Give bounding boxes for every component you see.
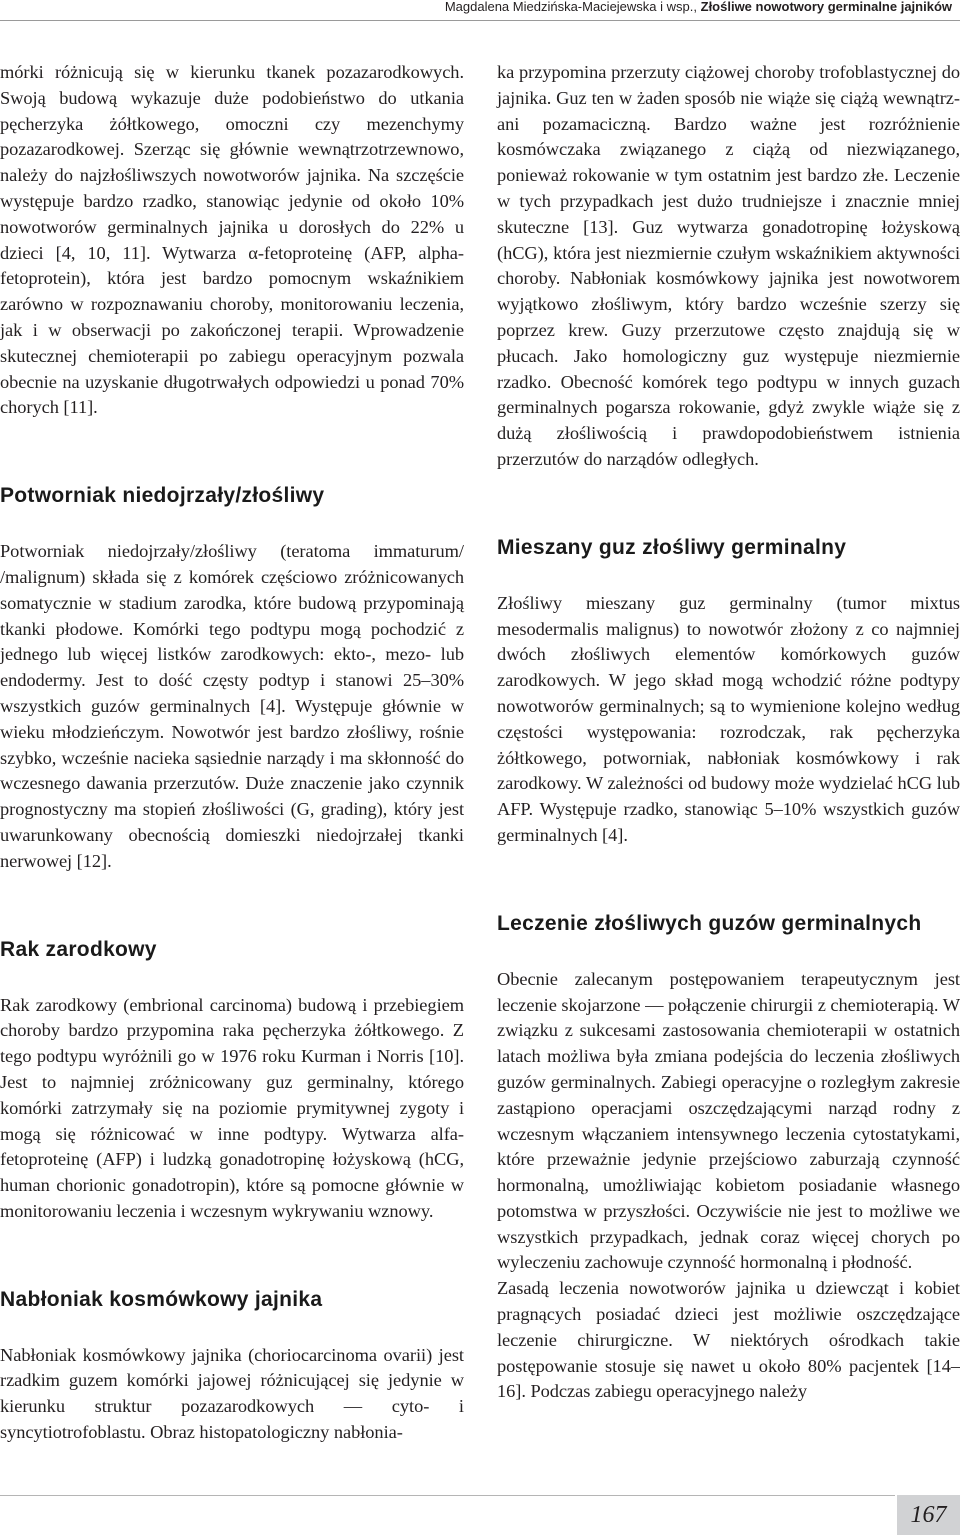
paragraph-embryonal-carcinoma: Rak zarodkowy (embrional carcinoma) budową i przebiegiem choroby bardzo przypomina raka pęcherzyka żółtkowego. Z tego podtypu wyróżnili go w 1976 roku Kurman i Norris [10]. Jest to najmniej zróżnicowany guz germinalny, którego komórki zatrzymały się na poziomie prymitywnej zygoty i mogą się różnicować w inne podtypy. Wytwarza alfa-fetoproteinę (AFP) i ludzką gonadotropinę łożyskową (hCG, human chorionic gonadotropin), które są pomocne głównie w monitorowaniu leczenia i wczesnym wykrywaniu wznowy. bbox=[0, 994, 464, 1221]
page-number-box bbox=[897, 1495, 960, 1535]
header-rule bbox=[0, 20, 960, 21]
page-number: 167 bbox=[910, 1502, 947, 1528]
right-column bbox=[497, 60, 960, 1405]
running-head-title: Złośliwe nowotwory germinalne jajników bbox=[700, 0, 952, 14]
heading-immature-teratoma: Potworniak niedojrzały/złośliwy bbox=[0, 484, 325, 508]
paragraph-mixed-germ-cell-tumor: Złośliwy mieszany guz germinalny (tumor mixtus mesodermalis malignus) to nowotwór złożony z co najmniej dwóch złośliwych elementów komórkowych guzów zarodkowych. W jego skład mogą wchodzić różne podtypy nowotworów germinalnych; są to wymienione kolejno według częstości występowania: rozrodczak, rak pęcherzyka żółtkowego, potworniak, nabłoniak kosmówkowy i rak zarodkowy. W zależności od budowy może wydzielać hCG lub AFP. Występuje rzadko, stanowiąc 5–10% wszystkich guzów germinalnych [4]. bbox=[497, 592, 960, 845]
left-column bbox=[0, 60, 464, 1446]
paragraph-immature-teratoma: Potworniak niedojrzały/złośliwy (teratoma immaturum/ /malignum) składa się z komórek częściowo zróżnicowanych somatycznie w stadium zarodka, które budową przypominają tkanki płodowe. Komórki tego podtypu mogą pochodzić z jednego lub więcej listków zarodkowych: ekto-, mezo- lub endodermy. Jest to dość częsty podtyp i stanowi 25–30% wszystkich guzów germinalnych [4]. Występuje głównie w wieku młodzieńczym. Nowotwór jest bardzo złośliwy, rośnie szybko, wcześnie nacieka sąsiednie narządy i ma skłonność do wczesnego dawania przerzutów. Duże znaczenie jako czynnik prognostyczny ma stopień złośliwości (G, grading), który jest uwarunkowany obecnością domieszki niedojrzałej tkanki nerwowej [12]. bbox=[0, 541, 464, 871]
running-head bbox=[445, 0, 952, 20]
paragraph-treatment-1: Obecnie zalecanym postępowaniem terapeutycznym jest leczenie skojarzone — połączenie chirurgii z chemioterapią. W związku z sukcesami zastosowania chemioterapii w ostatnich latach możliwa była zmiana podejścia do leczenia złośliwych guzów germinalnych. Zabiegi operacyjne o rozległym zakresie zastąpiono operacjami oszczędzającymi narząd rodny z wczesnym włączaniem intensywnego leczenia cytostatykami, które przeważnie jedynie przejściowo zaburzają czynność hormonalną, umożliwiając kobietom posiadanie własnego potomstwa w przyszłości. Oczywiście nie jest to możliwe we wszystkich przypadkach, jednak coraz więcej chorych po wyleczeniu zachowuje czynność hormonalną i płodność. bbox=[497, 968, 960, 1273]
heading-choriocarcinoma: Nabłoniak kosmówkowy jajnika bbox=[0, 1287, 323, 1311]
paragraph-yolk-sac-tumor: mórki różnicują się w kierunku tkanek pozazarodkowych. Swoją budową wykazuje duże podobieństwo do utkania pęcherzyka żółtkowego, omoczni czy mezenchymy pozazarodkowej. Szerząc się głównie wewnątrzotrzewnowo, należy do najzłośliwszych nowotworów jajnika. Na szczęście występuje bardzo rzadko, stanowiąc jedynie od około 10% nowotworów germinalnych jajnika u dorosłych do 22% u dzieci [4, 10, 11]. Wytwarza α-fetoproteinę (AFP, alpha-fetoprotein), która jest bardzo pomocnym wskaźnikiem zarówno w rozpoznawaniu choroby, monitorowaniu leczenia, jak i w obserwacji po zakończonej terapii. Wprowadzenie skutecznej chemioterapii po zabiegu operacyjnym pozwala obecnie na uzyskanie długotrwałych odpowiedzi u ponad 70% chorych [11]. bbox=[0, 62, 464, 418]
paragraph-choriocarcinoma-cont: ka przypomina przerzuty ciążowej choroby trofoblastycznej do jajnika. Guz ten w żaden sposób nie wiąże się ciążą wewnątrz- ani pozamaciczną. Bardzo ważne jest rozróżnienie kosmówczaka związanego z ciążą od niezwiązanego, ponieważ rokowanie w tym ostatnim jest bardzo złe. Leczenie w tych przypadkach jest dużo trudniejsze i znacznie mniej skuteczne [13]. Guz wytwarza gonadotropinę łożyskową (hCG), która jest niezmiernie czułym wskaźnikiem aktywności choroby. Nabłoniak kosmówkowy jajnika jest nowotworem wyjątkowo złośliwym, który bardzo wcześnie szerzy się poprzez krew. Guzy przerzutowe często znajdują się w płucach. Jako homologiczny guz występuje niezmiernie rzadko. Obecność komórek tego podtypu w innych guzach germinalnych pogarsza rokowanie, gdyż zwykle wiąże się z dużą złośliwością i prawdopodobieństwem istnienia przerzutów do narządów odległych. bbox=[497, 62, 960, 469]
paragraph-choriocarcinoma: Nabłoniak kosmówkowy jajnika (choriocarcinoma ovarii) jest rzadkim guzem komórki jajowej różnicującej się jedynie w kierunku struktur pozazarodkowych — cyto- i syncytiotrofoblastu. Obraz histopatologiczny nabłonia- bbox=[0, 1344, 464, 1443]
heading-treatment: Leczenie złośliwych guzów germinalnych bbox=[497, 911, 922, 935]
running-head-authors: Magdalena Miedzińska-Maciejewska i wsp., bbox=[444, 0, 697, 14]
heading-mixed-germ-cell-tumor: Mieszany guz złośliwy germinalny bbox=[497, 535, 847, 559]
footer-rule bbox=[0, 1495, 895, 1496]
paragraph-treatment-2: Zasadą leczenia nowotworów jajnika u dziewcząt i kobiet pragnących posiadać dzieci jest możliwie oszczędzające leczenie chirurgiczne. W niektórych ośrodkach takie postępowanie stosuje się nawet u około 80% pacjentek [14–16]. Podczas zabiegu operacyjnego należy bbox=[497, 1278, 960, 1402]
heading-embryonal-carcinoma: Rak zarodkowy bbox=[0, 937, 157, 961]
